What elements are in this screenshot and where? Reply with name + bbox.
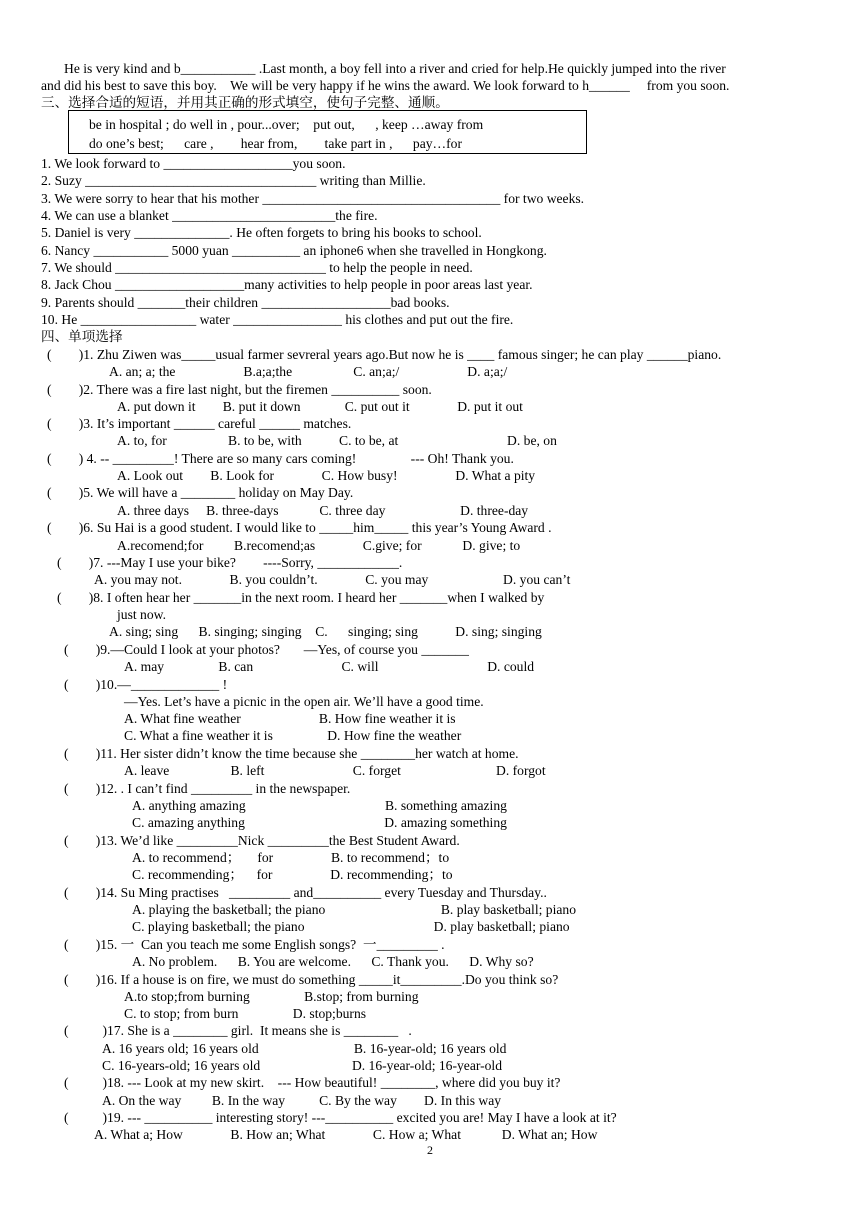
question-line: ( )8. I often hear her _______in the next room. I heard her _______when I walked by: [57, 590, 545, 605]
options-line: C. recommending； for D. recommending；to: [132, 867, 453, 882]
question-line: ( )12. . I can’t find _________ in the newspaper.: [64, 781, 351, 796]
phrase-box-line-2: do one’s best; care , hear from, take part in , pay…for: [89, 136, 462, 151]
options-line: A. What fine weather B. How fine weather it is: [124, 711, 456, 726]
page-number: 2: [427, 1143, 433, 1157]
fill-item: 3. We were sorry to hear that his mother ___________________________________ for two weeks.: [41, 191, 585, 206]
options-line: A.to stop;from burning B.stop; from burning: [124, 989, 419, 1004]
intro-line-2: and did his best to save this boy. We will be very happy if he wins the award. We look forward to h______ from you soon.: [41, 78, 730, 93]
question-line: ( )10.—_____________ !: [64, 677, 228, 692]
options-line: A. sing; sing B. singing; singing C. singing; sing D. sing; singing: [109, 624, 542, 639]
options-line: A.recomend;for B.recomend;as C.give; for D. give; to: [117, 538, 521, 553]
options-line: A. playing the basketball; the piano B. play basketball; piano: [132, 902, 576, 917]
options-line: A. On the way B. In the way C. By the way D. In this way: [102, 1093, 502, 1108]
intro-line-1: He is very kind and b___________ .Last month, a boy fell into a river and cried for help.He quickly jumped into the river: [64, 61, 726, 76]
options-line: A. to recommend； for B. to recommend；to: [132, 850, 450, 865]
question-line: ( )2. There was a fire last night, but the firemen __________ soon.: [47, 382, 432, 397]
question-line: ( )13. We’d like _________Nick _________the Best Student Award.: [64, 833, 460, 848]
fill-item: 4. We can use a blanket ________________________the fire.: [41, 208, 378, 223]
question-line: ( )9.—Could I look at your photos? —Yes, of course you _______: [64, 642, 469, 657]
question-line: ( )17. She is a ________ girl. It means she is ________ .: [64, 1023, 412, 1038]
options-line: A. 16 years old; 16 years old B. 16-year-old; 16 years old: [102, 1041, 507, 1056]
options-line: A. leave B. left C. forget D. forgot: [124, 763, 546, 778]
fill-item: 9. Parents should _______their children ___________________bad books.: [41, 295, 450, 310]
question-line: ( )6. Su Hai is a good student. I would like to _____him_____ this year’s Young Award .: [47, 520, 552, 535]
options-line: C. playing basketball; the piano D. play basketball; piano: [132, 919, 570, 934]
question-line: ( )5. We will have a ________ holiday on May Day.: [47, 485, 354, 500]
options-line: C. 16-years-old; 16 years old D. 16-year-old; 16-year-old: [102, 1058, 502, 1073]
fill-item: 1. We look forward to ___________________you soon.: [41, 156, 346, 171]
question-line-continued: —Yes. Let’s have a picnic in the open air. We’ll have a good time.: [124, 694, 484, 709]
options-line: A. may B. can C. will D. could: [124, 659, 535, 674]
fill-item: 5. Daniel is very ______________. He often forgets to bring his books to school.: [41, 225, 482, 240]
options-line: C. to stop; from burn D. stop;burns: [124, 1006, 367, 1021]
options-line: A. three days B. three-days C. three day D. three-day: [117, 503, 529, 518]
fill-item: 7. We should _______________________________ to help the people in need.: [41, 260, 473, 275]
question-line: ( )15. 一 Can you teach me some English songs? 一_________ .: [64, 937, 445, 952]
options-line: A. put down it B. put it down C. put out it D. put it out: [117, 399, 523, 414]
options-line: C. What a fine weather it is D. How fine the weather: [124, 728, 462, 743]
options-line: A. you may not. B. you couldn’t. C. you may D. you can’t: [94, 572, 571, 587]
question-line: ( )16. If a house is on fire, we must do something _____it_________.Do you think so?: [64, 972, 559, 987]
options-line: A. an; a; the B.a;a;the C. an;a;/ D. a;a;/: [109, 364, 508, 379]
options-line: A. Look out B. Look for C. How busy! D. What a pity: [117, 468, 536, 483]
options-line: A. What a; How B. How an; What C. How a; What D. What an; How: [94, 1127, 598, 1142]
options-line: A. No problem. B. You are welcome. C. Thank you. D. Why so?: [132, 954, 534, 969]
question-line: ( )1. Zhu Ziwen was_____usual farmer sevreral years ago.But now he is ____ famous singer; he can play ______piano.: [47, 347, 722, 362]
question-line: ( ) 4. -- _________! There are so many cars coming! --- Oh! Thank you.: [47, 451, 514, 466]
section-3-heading: 三、选择合适的短语，并用其正确的形式填空，使句子完整、通顺。: [41, 95, 449, 110]
question-line: ( )3. It’s important ______ careful ______ matches.: [47, 416, 352, 431]
options-line: C. amazing anything D. amazing something: [132, 815, 507, 830]
question-line-continued: just now.: [117, 607, 166, 622]
question-line: ( )18. --- Look at my new skirt. --- How beautiful! ________, where did you buy it?: [64, 1075, 561, 1090]
fill-item: 2. Suzy __________________________________ writing than Millie.: [41, 173, 426, 188]
phrase-box-line-1: be in hospital ; do well in , pour...over; put out, , keep …away from: [89, 117, 484, 132]
question-line: ( )19. --- __________ interesting story! ---__________ excited you are! May I have a look at it?: [64, 1110, 617, 1125]
question-line: ( )11. Her sister didn’t know the time because she ________her watch at home.: [64, 746, 519, 761]
options-line: A. anything amazing B. something amazing: [132, 798, 507, 813]
options-line: A. to, for B. to be, with C. to be, at D. be, on: [117, 433, 557, 448]
fill-item: 10. He _________________ water ________________ his clothes and put out the fire.: [41, 312, 514, 327]
fill-item: 6. Nancy ___________ 5000 yuan __________ an iphone6 when she travelled in Hongkong.: [41, 243, 547, 258]
question-line: ( )14. Su Ming practises _________ and__________ every Tuesday and Thursday..: [64, 885, 547, 900]
fill-item: 8. Jack Chou ___________________many activities to help people in poor areas last year.: [41, 277, 533, 292]
question-line: ( )7. ---May I use your bike? ----Sorry, ____________.: [57, 555, 403, 570]
section-4-heading: 四、单项选择: [41, 329, 123, 344]
